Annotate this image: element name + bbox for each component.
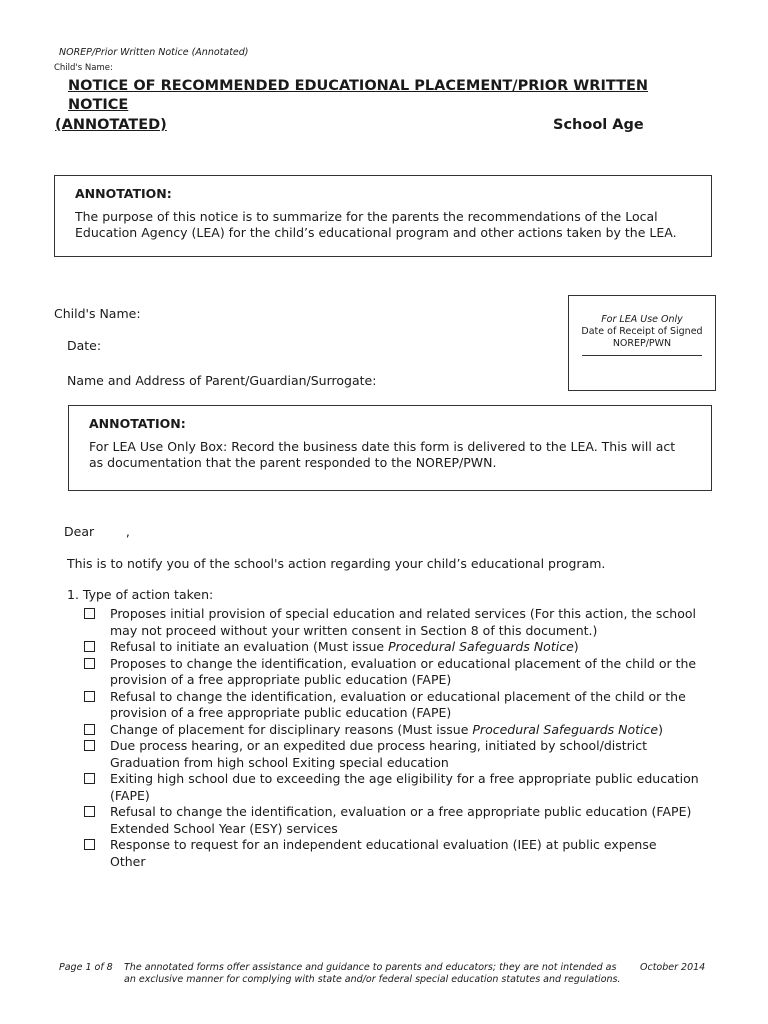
option-refuse-evaluation — [84, 639, 714, 656]
checkbox[interactable] — [84, 608, 95, 619]
checkbox[interactable] — [84, 691, 95, 702]
option-label: Due process hearing, or an expedited due process hearing, initiated by school/district Graduation from high school Exiting special education — [110, 738, 648, 770]
header-childs-name-label: Child's Name: — [54, 63, 113, 73]
option-exiting-age — [84, 771, 714, 804]
parent-name-address-field: Name and Address of Parent/Guardian/Surrogate: — [67, 373, 377, 388]
checkbox[interactable] — [84, 839, 95, 850]
annotation-body: The purpose of this notice is to summarize for the parents the recommendations of the Local Education Agency (LEA) for the child’s educational program and other actions taken by the LEA. — [75, 209, 677, 240]
annotation-heading: ANNOTATION: — [89, 416, 186, 431]
option-label: Proposes to change the identification, evaluation or educational placement of the child or the provision of a free appropriate public education (FAPE) — [110, 655, 697, 687]
annotation-body: For LEA Use Only Box: Record the business date this form is delivered to the LEA. This will act as documentation that the parent responded to the NOREP/PWN. — [89, 439, 676, 470]
option-label: Exiting high school due to exceeding the age eligibility for a free appropriate public education (FAPE) — [110, 771, 699, 803]
lea-box-norep-label: NOREP/PWN — [612, 338, 672, 349]
annotation-heading: ANNOTATION: — [75, 186, 172, 201]
page-title — [68, 77, 708, 115]
option-label: Refusal to initiate an evaluation (Must issue Procedural Safeguards Notice) — [110, 639, 579, 654]
checkbox[interactable] — [84, 724, 95, 735]
checkbox[interactable] — [84, 658, 95, 669]
annotation-box-lea — [68, 405, 712, 491]
title-line-1: NOTICE OF RECOMMENDED EDUCATIONAL PLACEMENT/PRIOR WRITTEN — [68, 78, 649, 94]
notify-statement: This is to notify you of the school's action regarding your child’s educational program. — [67, 556, 606, 571]
footer-disclaimer: The annotated forms offer assistance and guidance to parents and educators; they are not intended as an exclusive manner for complying with state and/or federal special education statutes and regulations. — [124, 962, 621, 985]
footer-page-number: Page 1 of 8 — [59, 962, 113, 973]
checkbox[interactable] — [84, 806, 95, 817]
title-line-2: NOTICE — [68, 97, 129, 113]
child-name-field: Child's Name: — [54, 306, 141, 321]
annotation-box-purpose — [54, 175, 712, 257]
lea-box-receipt-label: Date of Receipt of Signed — [581, 326, 703, 337]
option-due-process — [84, 738, 714, 771]
option-propose-change — [84, 656, 714, 689]
option-label: Change of placement for disciplinary reasons (Must issue Procedural Safeguards Notice) — [110, 721, 663, 737]
option-label: Proposes initial provision of special education and related services (For this action, the school may not proceed without your written consent in Section 8 of this document.) — [110, 606, 696, 638]
section-1-label: 1. Type of action taken: — [67, 587, 214, 602]
lea-use-only-box — [568, 295, 716, 391]
option-disciplinary-placement — [84, 722, 714, 739]
document-label: NOREP/Prior Written Notice (Annotated) — [59, 47, 249, 58]
option-label: Refusal to change the identification, evaluation or a free appropriate public education (FAPE) Extended School Year (ESY) services — [110, 804, 692, 836]
option-refuse-esy — [84, 804, 714, 837]
option-label: Response to request for an independent educational evaluation (IEE) at public expense — [110, 837, 657, 852]
option-initial-provision — [84, 606, 714, 639]
annotated-label: (ANNOTATED) — [55, 117, 167, 133]
lea-box-title: For LEA Use Only — [601, 314, 683, 325]
option-refuse-change — [84, 689, 714, 722]
lea-date-signature-line — [582, 355, 702, 356]
checkbox[interactable] — [84, 641, 95, 652]
date-field: Date: — [67, 338, 102, 353]
salutation: Dear , — [64, 524, 130, 539]
school-age-label: School Age — [553, 117, 644, 133]
option-label: Refusal to change the identification, evaluation or educational placement of the child or the provision of a free appropriate public education (FAPE) — [110, 688, 686, 720]
checkbox[interactable] — [84, 773, 95, 784]
action-options-list — [84, 606, 714, 870]
footer-date: October 2014 — [640, 962, 706, 973]
option-other-label: Other — [110, 853, 146, 869]
checkbox[interactable] — [84, 740, 95, 751]
option-iee-request — [84, 837, 714, 854]
